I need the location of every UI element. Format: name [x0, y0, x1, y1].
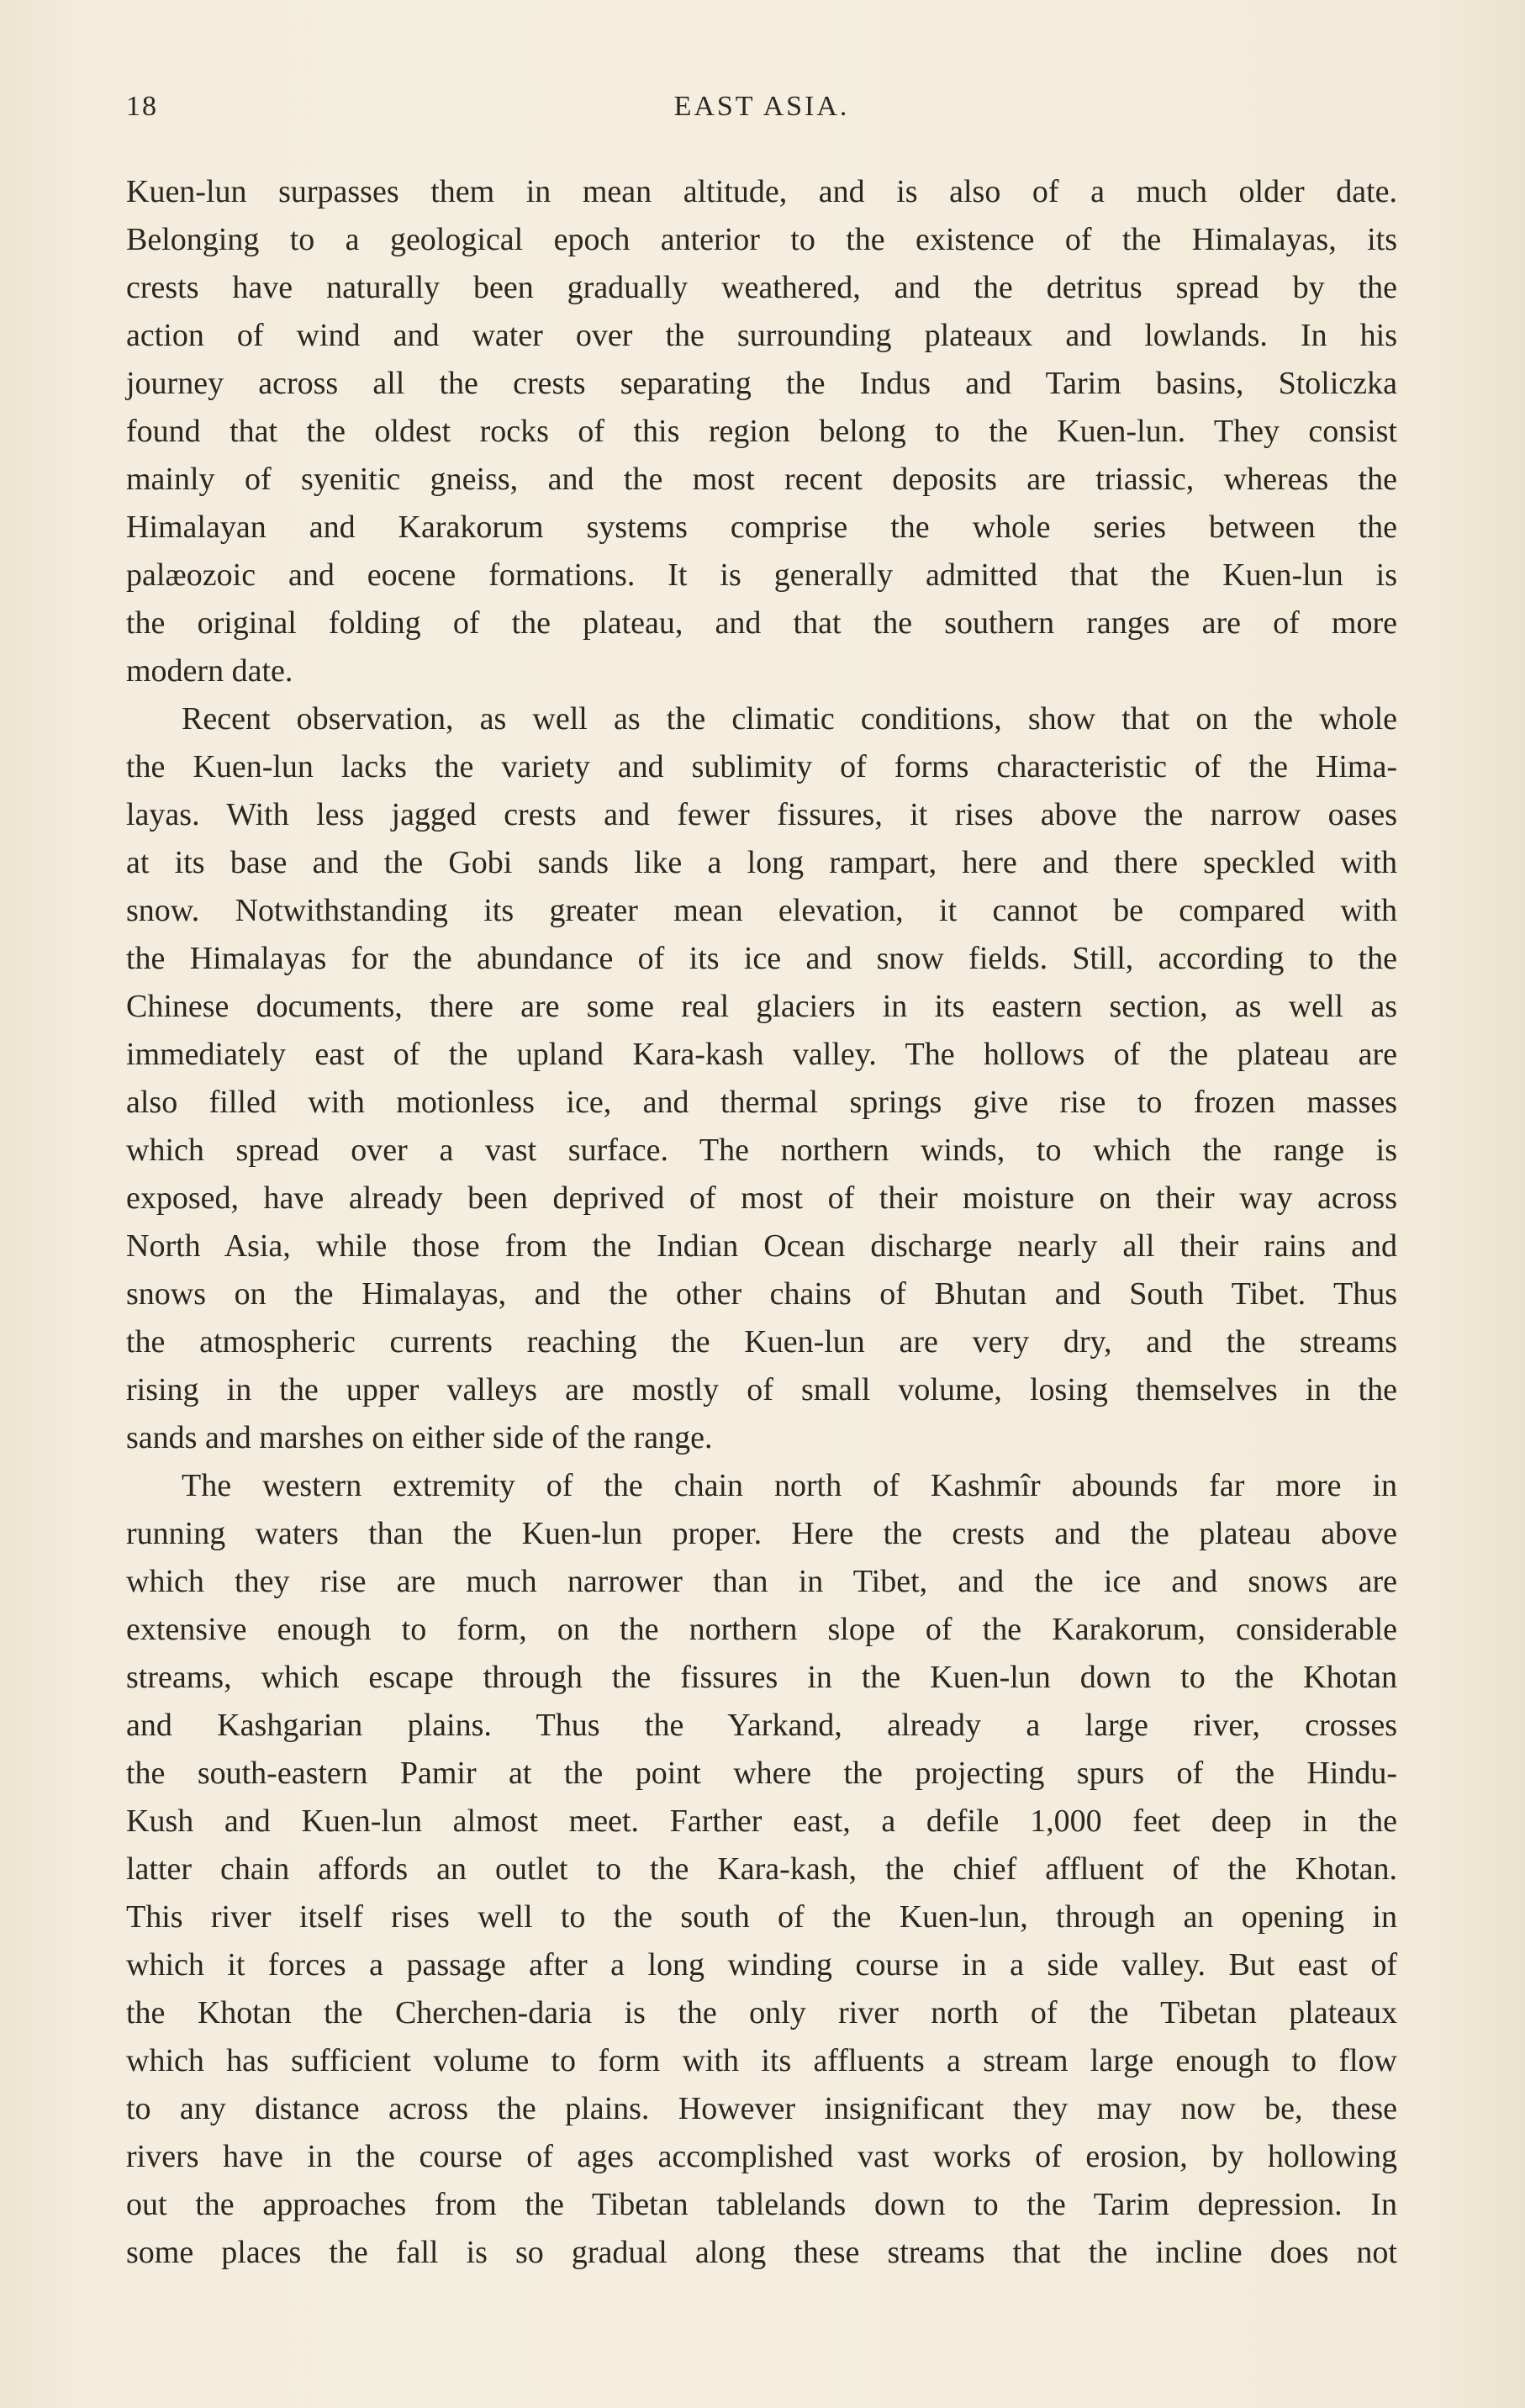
text-line: the atmospheric currents reaching the Kuen-lun are very dry, and the streams [126, 1324, 1397, 1360]
paragraph-1 [126, 168, 1397, 695]
text-line: running waters than the Kuen-lun proper. Here the crests and the plateau above [126, 1516, 1397, 1551]
text-line: rising in the upper valleys are mostly of small volume, losing themselves in the [126, 1372, 1397, 1407]
text-line: also filled with motionless ice, and thermal springs give rise to frozen masses [126, 1085, 1397, 1120]
text-line: sands and marshes on either side of the range. [126, 1420, 713, 1455]
text-line: Kush and Kuen-lun almost meet. Farther east, a defile 1,000 feet deep in the [126, 1803, 1397, 1839]
body-text [126, 168, 1397, 2277]
text-line: which they rise are much narrower than in Tibet, and the ice and snows are [126, 1564, 1397, 1599]
text-line: extensive enough to form, on the northern slope of the Karakorum, considerable [126, 1612, 1397, 1647]
text-line: and Kashgarian plains. Thus the Yarkand, already a large river, crosses [126, 1708, 1397, 1743]
text-line: action of wind and water over the surrounding plateaux and lowlands. In his [126, 318, 1397, 353]
paragraph-3 [126, 1462, 1397, 2277]
text-line: found that the oldest rocks of this region belong to the Kuen-lun. They consist [126, 414, 1397, 449]
page-number: 18 [126, 91, 158, 122]
text-line: Recent observation, as well as the climatic conditions, show that on the whole [182, 701, 1397, 737]
text-line: exposed, have already been deprived of most of their moisture on their way across [126, 1180, 1397, 1216]
text-line: Chinese documents, there are some real glaciers in its eastern section, as well as [126, 989, 1397, 1024]
text-line: out the approaches from the Tibetan tablelands down to the Tarim depression. In [126, 2187, 1397, 2222]
text-line: the Kuen-lun lacks the variety and sublimity of forms characteristic of the Hima- [126, 749, 1397, 784]
text-line: immediately east of the upland Kara-kash valley. The hollows of the plateau are [126, 1037, 1397, 1072]
text-line: The western extremity of the chain north of Kashmîr abounds far more in [182, 1468, 1397, 1503]
text-line: Belonging to a geological epoch anterior to the existence of the Himalayas, its [126, 222, 1397, 257]
text-line: the original folding of the plateau, and that the southern ranges are of more [126, 605, 1397, 641]
text-line: modern date. [126, 653, 293, 689]
text-line: streams, which escape through the fissures in the Kuen-lun down to the Khotan [126, 1660, 1397, 1695]
text-line: snow. Notwithstanding its greater mean elevation, it cannot be compared with [126, 893, 1397, 928]
text-line: layas. With less jagged crests and fewer fissures, it rises above the narrow oases [126, 797, 1397, 832]
text-line: This river itself rises well to the south of the Kuen-lun, through an opening in [126, 1899, 1397, 1935]
paragraph-2 [126, 695, 1397, 1462]
text-line: snows on the Himalayas, and the other chains of Bhutan and South Tibet. Thus [126, 1276, 1397, 1312]
text-line: Kuen-lun surpasses them in mean altitude, and is also of a much older date. [126, 174, 1397, 209]
text-line: mainly of syenitic gneiss, and the most recent deposits are triassic, whereas the [126, 462, 1397, 497]
text-line: Himalayan and Karakorum systems comprise the whole series between the [126, 510, 1397, 545]
page-header [126, 91, 1397, 133]
text-line: rivers have in the course of ages accomplished vast works of erosion, by hollowing [126, 2139, 1397, 2174]
text-line: at its base and the Gobi sands like a long rampart, here and there speckled with [126, 845, 1397, 880]
text-line: the Khotan the Cherchen-daria is the only river north of the Tibetan plateaux [126, 1995, 1397, 2030]
text-line: the Himalayas for the abundance of its ice and snow fields. Still, according to the [126, 941, 1397, 976]
text-line: crests have naturally been gradually weathered, and the detritus spread by the [126, 270, 1397, 305]
text-line: which it forces a passage after a long winding course in a side valley. But east of [126, 1947, 1397, 1983]
text-line: to any distance across the plains. However insignificant they may now be, these [126, 2091, 1397, 2126]
text-line: latter chain affords an outlet to the Kara-kash, the chief affluent of the Khotan. [126, 1851, 1397, 1887]
text-line: palæozoic and eocene formations. It is generally admitted that the Kuen-lun is [126, 557, 1397, 593]
text-line: which spread over a vast surface. The northern winds, to which the range is [126, 1133, 1397, 1168]
text-line: which has sufficient volume to form with its affluents a stream large enough to flow [126, 2043, 1397, 2078]
text-line: North Asia, while those from the Indian Ocean discharge nearly all their rains and [126, 1228, 1397, 1264]
text-line: the south-eastern Pamir at the point where the projecting spurs of the Hindu- [126, 1756, 1397, 1791]
running-title: EAST ASIA. [673, 91, 850, 122]
text-line: journey across all the crests separating the Indus and Tarim basins, Stoliczka [126, 366, 1397, 401]
text-line: some places the fall is so gradual along these streams that the incline does not [126, 2235, 1397, 2270]
